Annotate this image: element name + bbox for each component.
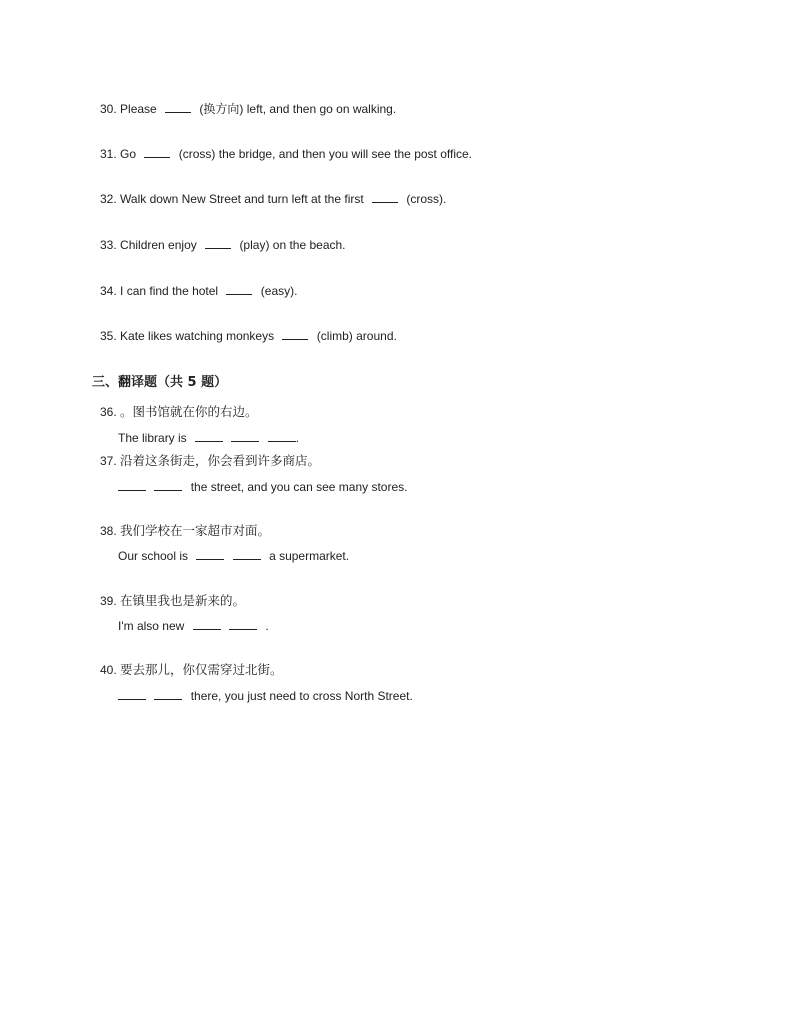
question-34: [100, 283, 297, 298]
chinese-sentence: 在镇里我也是新来的。: [120, 593, 246, 608]
question-text-before: Walk down New Street and turn left at the first: [120, 192, 364, 206]
answer-blank[interactable]: [193, 618, 221, 630]
answer-blank[interactable]: [118, 688, 146, 700]
question-number: 40.: [100, 663, 117, 677]
question-number: 31.: [100, 147, 117, 161]
answer-blank[interactable]: [154, 688, 182, 700]
chinese-sentence: 沿着这条街走，你会看到许多商店。: [120, 453, 321, 468]
answer-blank[interactable]: [229, 618, 257, 630]
english-text-after: .: [265, 619, 269, 633]
question-40: [100, 663, 283, 677]
question-text-before: Go: [120, 147, 137, 161]
answer-blank[interactable]: [282, 328, 308, 340]
question-37-answer-line: [118, 479, 407, 494]
question-text-before: Please: [120, 102, 157, 116]
english-text-before: The library is: [118, 431, 187, 445]
question-number: 38.: [100, 524, 117, 538]
question-text-after: (climb) around.: [316, 329, 397, 343]
question-40-answer-line: [118, 688, 413, 703]
question-number: 36.: [100, 405, 117, 419]
question-31: [100, 146, 472, 161]
answer-blank[interactable]: [226, 283, 252, 295]
question-36: [100, 405, 258, 419]
answer-blank[interactable]: [268, 430, 296, 442]
question-text-before: Kate likes watching monkeys: [120, 329, 275, 343]
chinese-sentence: 要去那儿，你仅需穿过北街。: [120, 662, 283, 677]
english-text-before: Our school is: [118, 549, 189, 563]
question-text-after: (cross) the bridge, and then you will see the post office.: [178, 147, 473, 161]
question-number: 33.: [100, 238, 117, 252]
answer-blank[interactable]: [165, 101, 191, 113]
question-39-answer-line: [118, 618, 269, 633]
question-32: [100, 191, 446, 206]
english-text-after: the street, and you can see many stores.: [190, 480, 408, 494]
question-text-after: (play) on the beach.: [239, 238, 346, 252]
chinese-sentence: 。图书馆就在你的右边。: [120, 404, 258, 419]
question-text-before: Children enjoy: [120, 238, 197, 252]
question-number: 39.: [100, 594, 117, 608]
question-36-answer-line: [118, 430, 299, 445]
question-number: 37.: [100, 454, 117, 468]
question-30: [100, 101, 396, 116]
question-number: 35.: [100, 329, 117, 343]
answer-blank[interactable]: [233, 548, 261, 560]
english-text-before: I'm also new: [118, 619, 185, 633]
answer-blank[interactable]: [154, 479, 182, 491]
english-text-after: .: [295, 431, 300, 445]
question-38-answer-line: [118, 548, 349, 563]
question-text-after: (cross).: [406, 192, 447, 206]
question-39: [100, 594, 245, 608]
question-37: [100, 454, 320, 468]
answer-blank[interactable]: [118, 479, 146, 491]
question-number: 30.: [100, 102, 117, 116]
answer-blank[interactable]: [231, 430, 259, 442]
question-number: 32.: [100, 192, 117, 206]
question-number: 34.: [100, 284, 117, 298]
question-text-before: I can find the hotel: [120, 284, 219, 298]
answer-blank[interactable]: [372, 191, 398, 203]
section-title: 三、翻译题（共 5 题）: [92, 375, 228, 390]
english-text-after: there, you just need to cross North Street.: [190, 689, 413, 703]
answer-blank[interactable]: [205, 237, 231, 249]
answer-blank[interactable]: [144, 146, 170, 158]
question-33: [100, 237, 346, 252]
question-text-after: (easy).: [260, 284, 298, 298]
answer-blank[interactable]: [196, 548, 224, 560]
chinese-sentence: 我们学校在一家超市对面。: [120, 523, 271, 538]
english-text-after: a supermarket.: [269, 549, 350, 563]
answer-blank[interactable]: [195, 430, 223, 442]
question-text-after: (换方向) left, and then go on walking.: [199, 102, 397, 116]
question-35: [100, 328, 397, 343]
question-38: [100, 524, 270, 538]
